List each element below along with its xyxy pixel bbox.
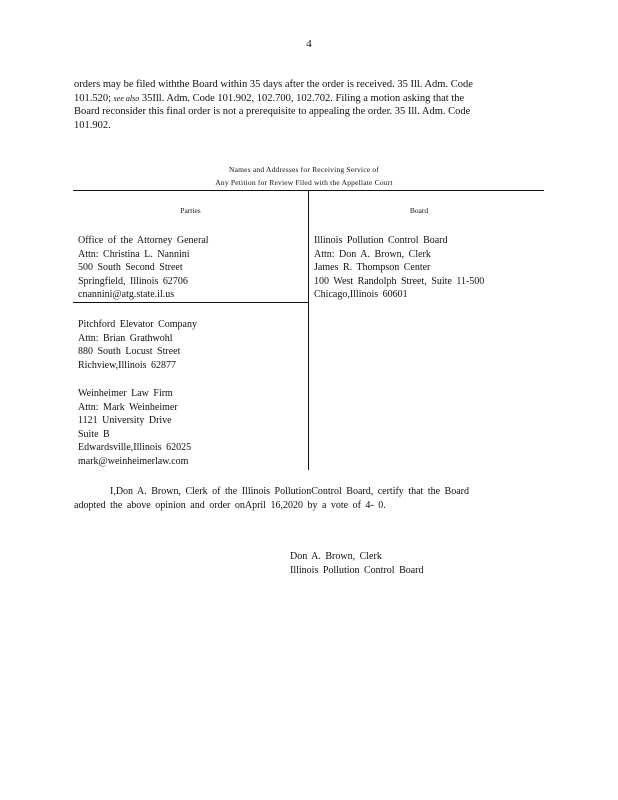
party-block-attorney-general [78,234,209,302]
address-line: Attn: Mark Weinheimer [78,401,178,413]
see-also-italic: see also [113,93,140,103]
table-column-divider [308,190,309,470]
citation-text: 35Ill. [141,92,165,104]
address-line: 880 South Locust Street [78,346,181,358]
address-line: Suite B [78,428,110,440]
address-line: Attn: Brian Grathwohl [78,332,173,344]
signature-org: Illinois Pollution Control Board [290,564,424,576]
address-line: 1121 University Drive [78,415,172,427]
parties-column-title: Parties [180,206,201,215]
service-heading [104,163,504,189]
address-line: 500 South Second Street [78,262,183,274]
address-line: James R. Thompson Center [314,262,431,274]
parties-divider-rule [73,302,308,303]
signature-name: Don A. Brown, Clerk [290,551,382,562]
board-block [314,234,484,302]
certification-paragraph [74,485,508,512]
address-line: Chicago,Illinois 60601 [314,289,408,301]
signature-block [290,550,424,577]
citation-text: Adm. Code 101.902, 102.700, 102.702. Filing a motion asking that the [166,92,465,104]
address-line: Edwardsville,Illinois 62025 [78,442,192,454]
address-line: 100 West Randolph Street, Suite 11-500 [314,275,485,287]
party-block-pitchford [78,318,197,372]
address-line: Weinheimer Law Firm [78,388,173,399]
service-heading-line1: Names and Addresses for Receiving Service of [228,165,379,174]
paragraph-line: orders may be filed withthe Board within 35 days after the order is received. 35 Ill. Adm. Code [74,79,473,90]
certification-line1: I,Don A. Brown, Clerk of the Illinois PollutionControl Board, certify that the Board [110,486,469,497]
email-line: cnannini@atg.state.il.us [78,289,175,301]
address-line: Springfield, Illinois 62706 [78,275,188,287]
service-heading-line2: Any Petition for Review Filed with the Appellate Court [215,178,393,187]
address-line: Attn: Christina L. Nannini [78,248,190,260]
certification-line2: adopted the above opinion and order onApril 16,2020 by a vote of 4- 0. [74,499,386,511]
address-line: Illinois Pollution Control Board [314,235,448,246]
board-column-title: Board [409,206,429,215]
paragraph-line: 101.902. [74,119,111,131]
paragraph-line: Board reconsider this final order is not a prerequisite to appealing the order. 35 Ill. Adm. Code [74,106,471,117]
address-line: Pitchford Elevator Company [78,319,197,330]
page-number: 4 [306,38,312,50]
address-line: Attn: Don A. Brown, Clerk [314,248,431,260]
address-line: Richview,Illinois 62877 [78,359,177,371]
address-line: Office of the Attorney General [78,235,209,246]
citation-text: 101.520; [74,92,112,104]
appeal-paragraph [74,78,532,132]
email-line: mark@weinheimerlaw.com [78,455,189,467]
party-block-weinheimer [78,387,191,469]
paragraph-line [74,92,532,106]
